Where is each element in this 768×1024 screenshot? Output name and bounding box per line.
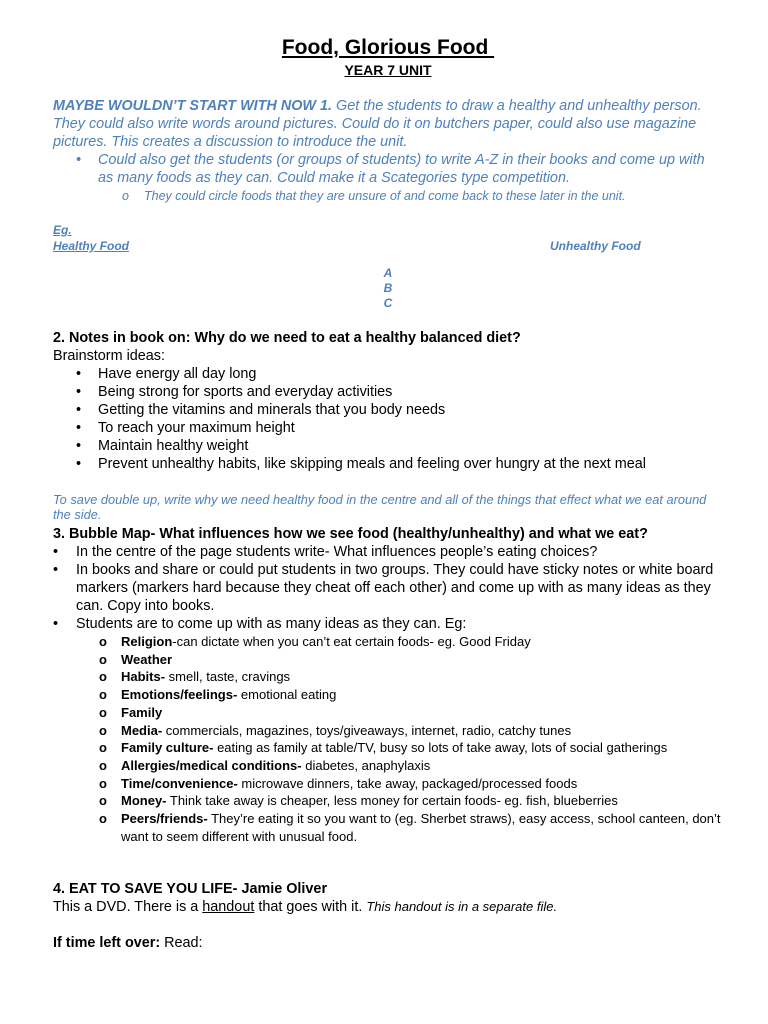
influence-term: Family xyxy=(121,704,163,720)
example-letters xyxy=(53,266,723,311)
influence-item xyxy=(53,792,723,810)
influence-desc: eating as family at table/TV, busy so lots of take away, lots of social gatherings xyxy=(213,740,668,756)
influence-item xyxy=(53,686,723,704)
influence-desc: emotional eating xyxy=(237,687,337,703)
influence-desc: They’re eating it so you want to (eg. Sherbet straws), easy access, school canteen, don’t want to seem different with unusual food. xyxy=(121,811,721,844)
influence-desc: Think take away is cheaper, less money for certain foods- eg. fish, blueberries xyxy=(166,793,618,809)
section-4-heading: 4. EAT TO SAVE YOU LIFE- Jamie Oliver xyxy=(53,881,328,898)
healthy-food-label: Healthy Food xyxy=(53,239,130,253)
influence-item xyxy=(53,739,723,757)
list-item: • Have energy all day long xyxy=(53,365,723,383)
section-3-list xyxy=(53,543,723,633)
intro-bullet: • Could also get the students (or groups of students) to write A-Z in their books and come up with as many foods as they can. Could make it a Scategories type competition. xyxy=(53,151,723,187)
influence-item xyxy=(53,775,723,793)
influence-term: Emotions/feelings- xyxy=(121,687,238,703)
influence-desc: microwave dinners, take away, packaged/processed foods xyxy=(237,775,578,791)
influence-desc: commercials, magazines, toys/giveaways, internet, radio, catchy tunes xyxy=(162,722,572,738)
influence-term: Weather xyxy=(121,651,173,667)
list-item: • Being strong for sports and everyday activities xyxy=(53,383,723,401)
influence-item xyxy=(53,668,723,686)
intro-list xyxy=(53,151,723,204)
influence-term: Media- xyxy=(121,722,163,738)
influence-term: Habits- xyxy=(121,669,166,685)
influence-term: Allergies/medical conditions- xyxy=(121,757,302,773)
influence-item xyxy=(53,757,723,775)
list-item: • In the centre of the page students write- What influences people’s eating choices? xyxy=(53,543,723,561)
list-item: • Maintain healthy weight xyxy=(53,437,723,455)
influence-desc: diabetes, anaphylaxis xyxy=(301,757,431,773)
influence-item xyxy=(53,810,723,845)
section-4-text xyxy=(53,898,723,916)
document-subtitle: YEAR 7 UNIT xyxy=(344,62,432,78)
letter-c: C xyxy=(383,296,393,310)
footer-line xyxy=(53,934,723,952)
document-page xyxy=(53,36,723,952)
section-2-heading: 2. Notes in book on: Why do we need to eat a healthy balanced diet? xyxy=(53,330,521,346)
influence-term: Family culture- xyxy=(121,740,214,756)
handout-link[interactable]: handout xyxy=(202,899,255,916)
teacher-note: To save double up, write why we need healthy food in the centre and all of the things that effect what we eat around the side. xyxy=(53,492,707,522)
section-4-text-after: that goes with it. xyxy=(254,899,367,916)
handout-note: This handout is in a separate file. xyxy=(366,899,558,915)
unhealthy-food-label: Unhealthy Food xyxy=(550,239,641,253)
intro-lead: MAYBE WOULDN’T START WITH NOW 1. xyxy=(53,98,332,114)
influence-term: Money- xyxy=(121,793,167,809)
intro-paragraph xyxy=(53,97,723,151)
influence-item xyxy=(53,651,723,669)
influence-item xyxy=(53,704,723,722)
example-label: Eg. xyxy=(53,223,72,237)
influence-term: Peers/friends- xyxy=(121,811,208,827)
influence-term: Religion xyxy=(121,634,173,649)
letter-a: A xyxy=(383,266,393,280)
list-item: • Getting the vitamins and minerals that you body needs xyxy=(53,401,723,419)
influence-desc: smell, taste, cravings xyxy=(165,669,291,685)
influence-item xyxy=(53,722,723,740)
document-title: Food, Glorious Food xyxy=(281,36,495,59)
influence-item xyxy=(53,633,723,651)
influence-term: Time/convenience- xyxy=(121,775,238,791)
footer-text: Read: xyxy=(160,935,203,952)
section-4-text-before: This a DVD. There is a xyxy=(53,899,203,916)
intro-text: Get the students to draw a healthy and unhealthy person. They could also write words around pictures. Could do it on butchers paper, could also use magazine pictures. This creates a discussion to introduce the unit. xyxy=(53,98,702,150)
intro-sub-bullet: o They could circle foods that they are unsure of and come back to these later in the unit. xyxy=(53,188,723,204)
example-columns xyxy=(53,238,723,254)
list-item: • To reach your maximum height xyxy=(53,419,723,437)
list-item: • Prevent unhealthy habits, like skipping meals and feeling over hungry at the next meal xyxy=(53,455,723,473)
list-item: • Students are to come up with as many ideas as they can. Eg: xyxy=(53,615,723,633)
letter-b: B xyxy=(383,281,393,295)
section-3-heading: 3. Bubble Map- What influences how we see food (healthy/unhealthy) and what we eat? xyxy=(53,526,648,542)
section-2-list xyxy=(53,365,723,473)
footer-label: If time left over: xyxy=(53,935,161,952)
influence-desc: -can dictate when you can’t eat certain foods- eg. Good Friday xyxy=(172,634,531,649)
influences-list xyxy=(53,633,723,845)
section-2-lead: Brainstorm ideas: xyxy=(53,348,165,364)
example-block xyxy=(53,222,723,254)
list-item: • In books and share or could put students in two groups. They could have sticky notes or white board markers (markers hard because they cheat off each other) and come up with as many ideas as they can. Copy into books. xyxy=(53,561,723,615)
